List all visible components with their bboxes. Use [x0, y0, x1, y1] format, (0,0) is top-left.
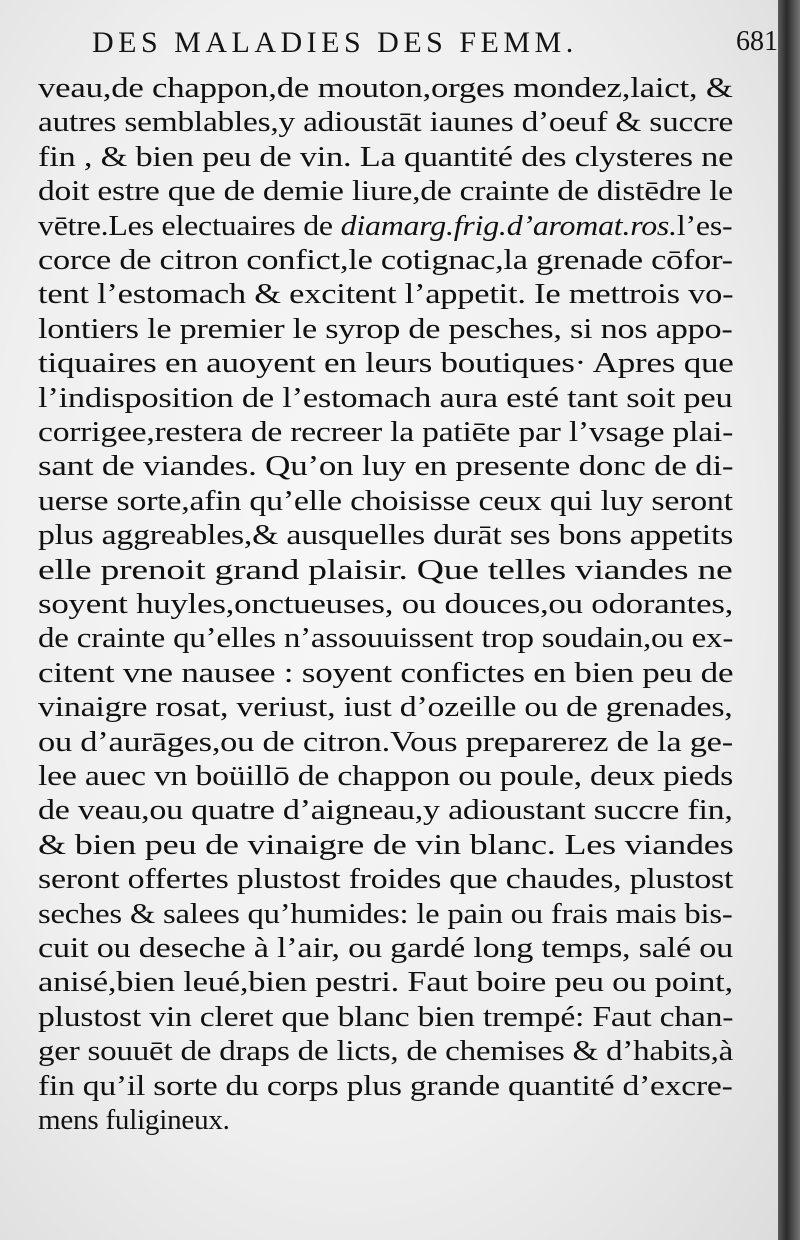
text-line [38, 689, 733, 725]
text-line [38, 758, 733, 794]
text-line [38, 620, 733, 656]
text-segment: seches & salees qu’humides: le pain ou frais mais bis- [38, 897, 733, 930]
text-segment: ger souuēt de draps de licts, de chemises & d’habits,à [38, 1035, 734, 1068]
text-line [38, 483, 733, 519]
text-line [38, 208, 732, 244]
text-segment: uerse sorte,afin qu’elle choisisse ceux qui luy seront [38, 484, 733, 517]
text-segment: tiquaires en auoyent en leurs boutiques· Apres que [38, 347, 734, 380]
text-segment: doit estre que de demie liure,de crainte de distēdre le [38, 175, 733, 208]
running-title: DES MALADIES DES FEMM. [92, 26, 578, 59]
text-segment: veau,de chappon,de mouton,orges mondez,laict, & [38, 72, 733, 104]
text-line [38, 999, 733, 1035]
text-line [38, 311, 733, 347]
text-segment: fin , & bien peu de vin. La quantité des clysteres ne [38, 140, 734, 173]
text-line [38, 448, 733, 484]
text-segment: & bien peu de vinaigre de vin blanc. Les viandes [38, 828, 734, 861]
text-segment: corrigee,restera de recreer la patiēte par l’vsage plai- [38, 416, 734, 448]
text-line [38, 173, 733, 209]
text-segment: cuit ou deseche à l’air, ou gardé long temps, salé ou [38, 932, 734, 964]
text-segment: mens fuligineux. [38, 1104, 230, 1136]
text-line [38, 552, 732, 588]
text-line [38, 586, 733, 622]
text-segment: plustost vin cleret que blanc bien trempé: Faut chan- [38, 1000, 734, 1033]
book-gutter [778, 0, 800, 1240]
text-segment: corce de citron confict,le cotignac,la grenade cōfor- [38, 244, 733, 276]
text-segment: vinaigre rosat, veriust, iust d’ozeille ou de grenades, [38, 691, 733, 724]
text-segment: lee auec vn boüillō de chappon ou poule, deux pieds [38, 760, 734, 792]
text-segment: citent vne nausee : soyent confictes en bien peu de [38, 656, 734, 689]
text-line [38, 276, 733, 312]
text-line [38, 104, 733, 140]
text-line [38, 861, 733, 897]
text-line [38, 1033, 733, 1069]
text-line [38, 964, 733, 1000]
text-segment: de veau,ou quatre d’aigneau,y adioustant succre fin, [38, 794, 733, 827]
text-line [38, 70, 733, 106]
text-segment: fin qu’il sorte du corps plus grande quantité d’excre- [38, 1069, 733, 1102]
text-segment: anisé,bien leué,bien pestri. Faut boire peu ou point, [38, 966, 733, 999]
text-line [38, 1102, 230, 1138]
text-line [38, 896, 733, 932]
text-line [38, 792, 733, 828]
text-line [38, 380, 732, 416]
italic-text: diamarg.frig.d’aromat.ros. [340, 209, 677, 242]
text-line [38, 655, 733, 691]
text-segment: de crainte qu’elles n’assouuissent trop soudain,ou ex- [38, 622, 734, 655]
text-segment: sant de viandes. Qu’on luy en presente donc de di- [38, 450, 734, 483]
text-segment: lontiers le premier le syrop de pesches, si nos appo- [38, 312, 733, 345]
page-number: 681 [736, 26, 778, 57]
text-line [38, 1068, 733, 1104]
text-segment: seront offertes plustost froides que chaudes, plustost [38, 863, 734, 896]
text-line [38, 414, 733, 450]
text-line [38, 724, 733, 760]
text-segment: elle prenoit grand plaisir. Que telles viandes ne [38, 553, 733, 586]
text-segment: l’indisposition de l’estomach aura esté tant soit peu [38, 381, 733, 414]
text-line [38, 827, 733, 863]
text-line [38, 930, 733, 966]
text-segment: soyent huyles,onctueuses, ou douces,ou odorantes, [38, 588, 734, 620]
text-segment: l’es- [676, 209, 733, 242]
text-segment: vētre.Les electuaires de [38, 209, 341, 242]
running-head [92, 26, 778, 66]
text-line [38, 242, 733, 278]
text-segment: autres semblables,y adioustāt iaunes d’oeuf & succre [38, 106, 734, 139]
text-segment: tent l’estomach & excitent l’appetit. Ie mettrois vo- [38, 278, 734, 311]
text-line [38, 139, 733, 175]
text-segment: plus aggreables,& ausquelles durāt ses bons appetits [38, 519, 734, 552]
text-line [38, 517, 733, 553]
text-line [38, 345, 734, 381]
text-segment: ou d’aurāges,ou de citron.Vous preparerez de la ge- [38, 725, 733, 758]
